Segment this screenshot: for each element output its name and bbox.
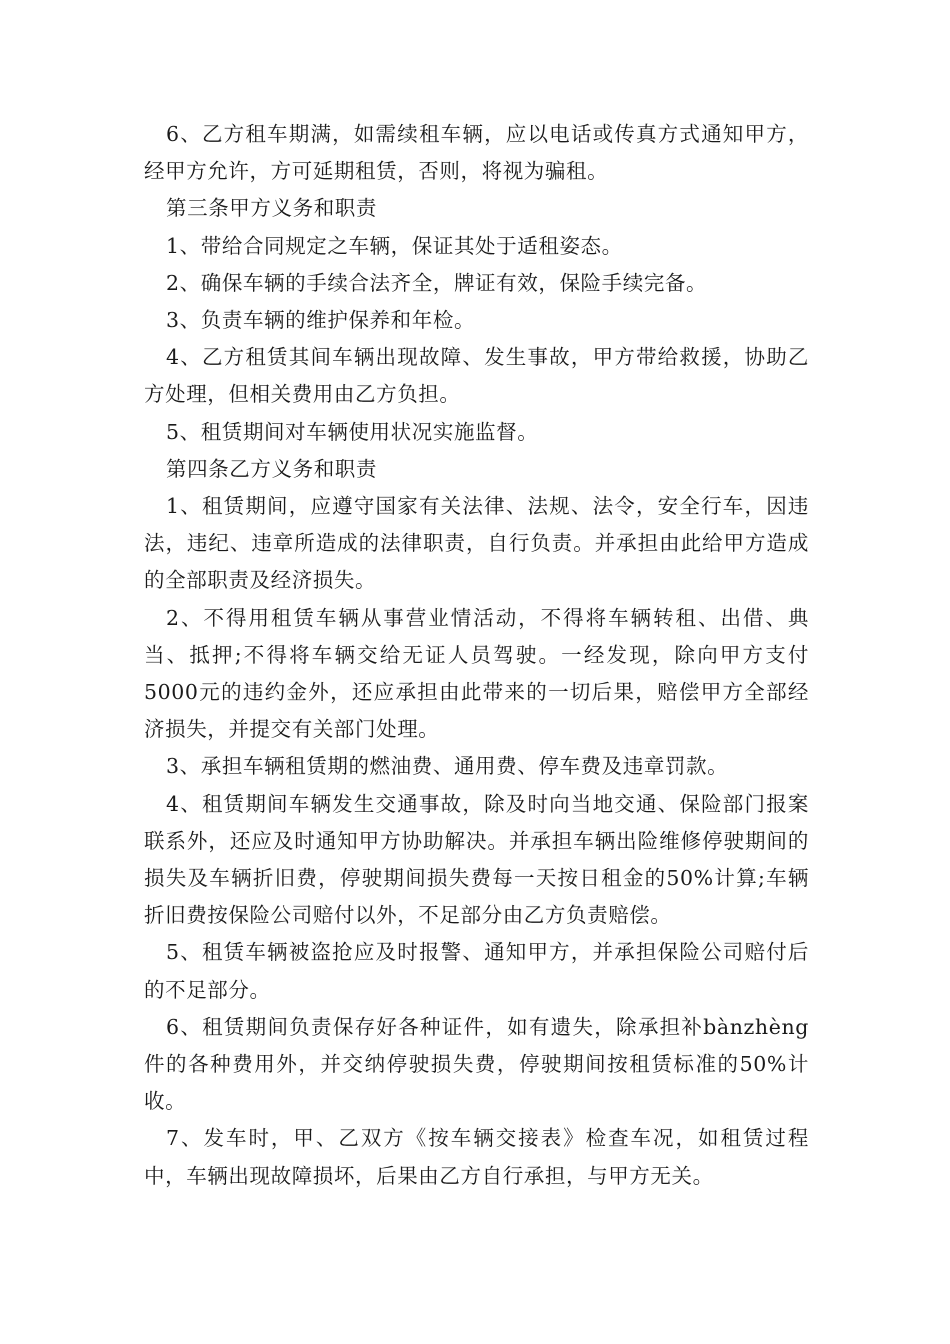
- article-3-item-2: 2、确保车辆的手续合法齐全，牌证有效，保险手续完备。: [166, 270, 708, 295]
- article-3-item-4: 4、乙方租赁其间车辆出现故障、发生事故，甲方带给救援，协助乙方处理，但相关费用由乙方负担。: [144, 345, 809, 407]
- article-4-item-5: 5、租赁车辆被盗抢应及时报警、通知甲方，并承担保险公司赔付后的不足部分。: [144, 940, 809, 1002]
- document-body: [144, 116, 809, 1195]
- article-3-heading: 第三条甲方义务和职责: [166, 196, 377, 221]
- article-3-item-1: 1、带给合同规定之车辆，保证其处于适租姿态。: [166, 233, 623, 258]
- clause-2-item-6: 6、乙方租车期满，如需续租车辆，应以电话或传真方式通知甲方，经甲方允许，方可延期租赁，否则，将视为骗租。: [144, 122, 809, 184]
- article-4-item-4: 4、租赁期间车辆发生交通事故，除及时向当地交通、保险部门报案联系外，还应及时通知甲方协助解决。并承担车辆出险维修停驶期间的损失及车辆折旧费，停驶期间损失费每一天按日租金的50%计算;车辆折旧费按保险公司赔付以外，不足部分由乙方负责赔偿。: [144, 791, 809, 928]
- article-3-item-5: 5、租赁期间对车辆使用状况实施监督。: [166, 419, 539, 444]
- article-4-item-2: 2、不得用租赁车辆从事营业情活动，不得将车辆转租、出借、典当、抵押;不得将车辆交给无证人员驾驶。一经发现，除向甲方支付5000元的违约金外，还应承担由此带来的一切后果，赔偿甲方全部经济损失，并提交有关部门处理。: [144, 605, 809, 742]
- article-4-item-7: 7、发车时，甲、乙双方《按车辆交接表》检查车况，如租赁过程中，车辆出现故障损坏，后果由乙方自行承担，与甲方无关。: [144, 1126, 809, 1188]
- article-3-item-3: 3、负责车辆的维护保养和年检。: [166, 308, 476, 333]
- article-4-item-6: 6、租赁期间负责保存好各种证件，如有遗失，除承担补bànzhèng件的各种费用外，并交纳停驶损失费，停驶期间按租赁标准的50%计收。: [144, 1014, 809, 1114]
- article-4-heading: 第四条乙方义务和职责: [166, 456, 377, 481]
- article-4-item-3: 3、承担车辆租赁期的燃油费、通用费、停车费及违章罚款。: [166, 754, 729, 779]
- article-4-item-1: 1、租赁期间，应遵守国家有关法律、法规、法令，安全行车，因违法，违纪、违章所造成的法律职责，自行负责。并承担由此给甲方造成的全部职责及经济损失。: [144, 494, 809, 593]
